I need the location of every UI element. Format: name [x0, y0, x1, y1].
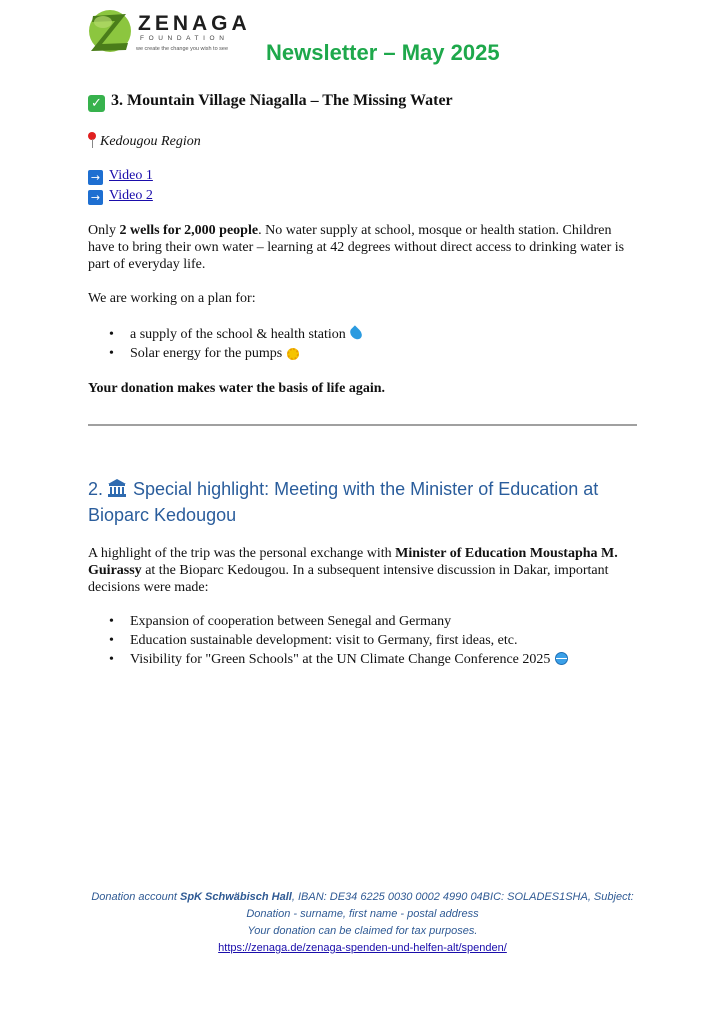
globe-icon [555, 652, 568, 665]
classical-building-icon [107, 478, 127, 498]
logo-wordmark: ZENAGA [138, 12, 251, 35]
region-line [88, 132, 201, 150]
video-2-row [88, 188, 153, 205]
para-text: Only [88, 223, 120, 238]
video-1-row [88, 168, 153, 185]
sun-icon [287, 348, 299, 360]
zenaga-logo [88, 6, 258, 54]
closing-statement: Your donation makes water the basis of life again. [88, 381, 386, 396]
list-item [88, 631, 568, 650]
section2-number: 2. [88, 479, 104, 499]
section3-paragraph [88, 222, 640, 273]
list-item [88, 650, 568, 669]
list-item [88, 325, 361, 344]
para-text: at the Bioparc Kedougou. In a subsequent intensive discussion in Dakar, important decisions were made: [88, 563, 609, 595]
donation-link[interactable]: https://zenaga.de/zenaga-spenden-und-helfen-alt/spenden/ [218, 942, 507, 954]
plan-list [88, 325, 361, 363]
minister-name: Minister of Education Moustapha M. Guirassy [88, 546, 618, 578]
video-1-link[interactable]: Video 1 [109, 168, 153, 183]
arrow-right-icon: → [88, 170, 103, 185]
footer-line-3: Your donation can be claimed for tax purposes. [247, 925, 478, 937]
list-item-text: a supply of the school & health station [130, 327, 346, 342]
list-item-text: Expansion of cooperation between Senegal and Germany [130, 614, 452, 629]
footer [88, 889, 637, 957]
footer-text: , IBAN: DE34 6225 0030 0002 4990 04BIC: SOLADES1SHA, Subject: [291, 891, 634, 903]
water-drop-icon [348, 325, 364, 341]
section3-heading [88, 92, 453, 112]
para-text: A highlight of the trip was the personal exchange with [88, 546, 396, 561]
footer-text: Donation account [91, 891, 180, 903]
footer-line-2: Donation - surname, first name - postal address [246, 908, 479, 920]
list-item [88, 612, 568, 631]
region-text: Kedougou Region [100, 134, 201, 149]
section-divider [88, 424, 637, 426]
section3-heading-text: 3. Mountain Village Niagalla – The Missing Water [111, 92, 453, 109]
map-pin-icon [88, 132, 96, 148]
plan-intro: We are working on a plan for: [88, 291, 256, 306]
arrow-right-icon: → [88, 190, 103, 205]
zenaga-z-logo-icon [88, 6, 132, 54]
section2-heading-text: Special highlight: Meeting with the Minister of Education at Bioparc Kedougou [88, 479, 599, 525]
list-item-text: Visibility for "Green Schools" at the UN Climate Change Conference 2025 [130, 652, 551, 667]
logo-tagline: we create the change you wish to see [136, 46, 229, 52]
list-item-text: Solar energy for the pumps [130, 346, 283, 361]
check-mark-icon: ✓ [88, 95, 105, 112]
section2-paragraph [88, 545, 640, 596]
list-item-text: Education sustainable development: visit to Germany, first ideas, etc. [130, 633, 518, 648]
list-item [88, 344, 361, 363]
logo-subtitle: FOUNDATION [140, 35, 229, 42]
footer-line-1 [88, 889, 637, 906]
section2-heading [88, 476, 648, 528]
decisions-list [88, 612, 568, 669]
video-2-link[interactable]: Video 2 [109, 188, 153, 203]
newsletter-title: Newsletter – May 2025 [266, 40, 500, 65]
wells-highlight: 2 wells for 2,000 people [119, 223, 259, 238]
bank-name: SpK Schwäbisch Hall [179, 891, 292, 903]
para-text: . No water supply at school, mosque or health station. Children have to bring their own water – learning at 42 degrees without direct access to drinking water is part of everyday life. [88, 223, 625, 272]
